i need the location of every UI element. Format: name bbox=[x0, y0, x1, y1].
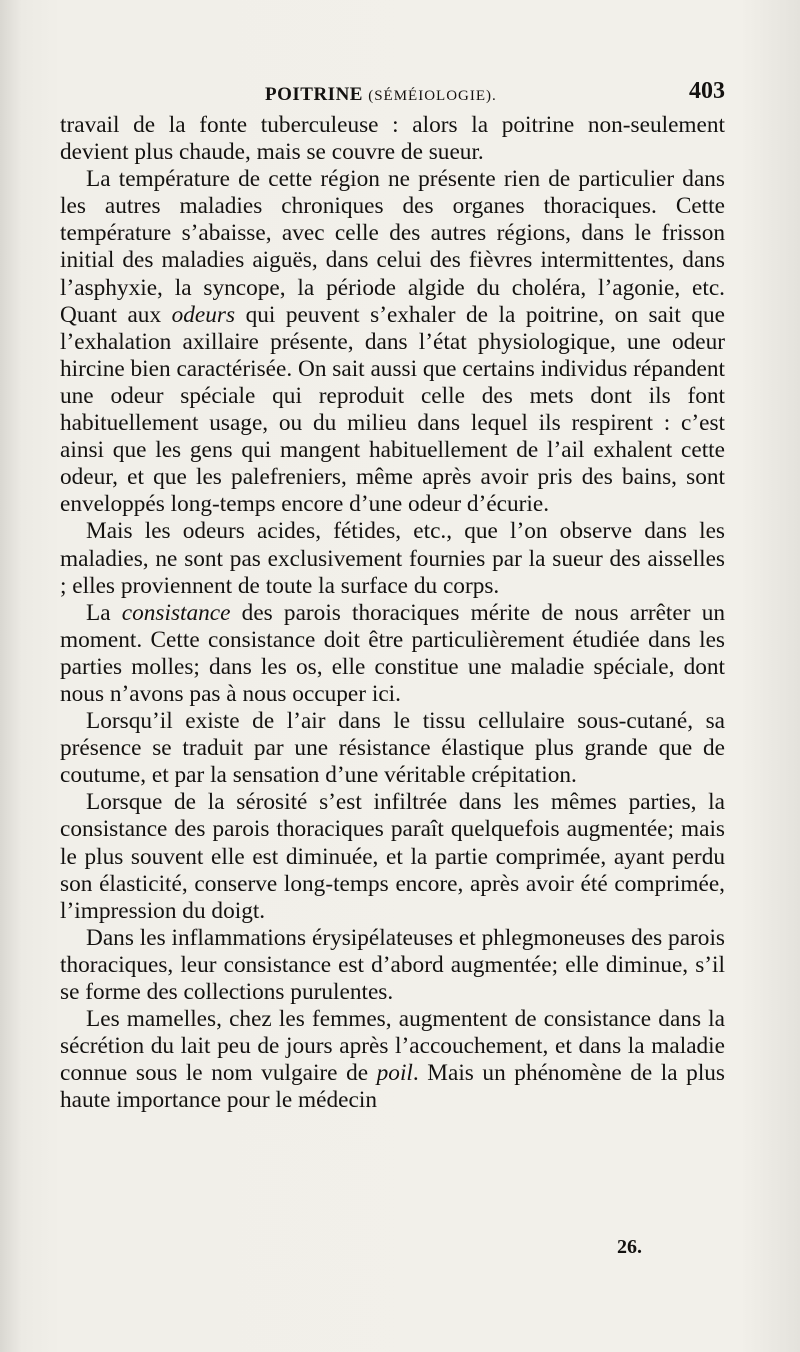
running-title: POITRINE (SÉMÉIOLOGIE). bbox=[265, 84, 497, 105]
running-subtitle: (SÉMÉIOLOGIE). bbox=[368, 88, 497, 104]
italic-term: consistance bbox=[121, 599, 231, 626]
paragraph: travail de la fonte tuberculeuse : alors la poitrine non-seulement devient plus chaude, mais se couvre de sueur. bbox=[60, 112, 725, 166]
paragraph: Les mamelles, chez les femmes, augmentent de consistance dans la sécrétion du lait peu de jours après l’accouchement, et dans la maladie connue sous le nom vulgaire de poil. Mais un phénomène de la plus haute importance pour le médecin bbox=[60, 1006, 726, 1114]
italic-term: poil bbox=[376, 1060, 413, 1087]
body-text bbox=[60, 112, 725, 1114]
paragraph: Dans les inflammations érysipélateuses et phlegmoneuses des parois thoraciques, leur consistance est d’abord augmentée; elle diminue, s’il se forme des collections purulentes. bbox=[60, 924, 725, 1005]
paragraph: La température de cette région ne présente rien de particulier dans les autres maladies chroniques des organes thoraciques. Cette température s’abaisse, avec celle des autres régions, dans le frisson initial des maladies aiguës, dans celui des fièvres intermittentes, dans l’asphyxie, la syncope, la période algide du choléra, l’agonie, etc. Quant aux odeurs qui peuvent s’exhaler de la poitrine, on sait que l’exhalation axillaire présente, dans l’état physiologique, une odeur hircine bien caractérisée. On sait aussi que certains individus répandent une odeur spéciale qui reproduit celle des mets dont ils font habituellement usage, ou du milieu dans lequel ils respirent : c’est ainsi que les gens qui mangent habituellement de l’ail exhalent cette odeur, et que les palefreniers, même après avoir pris des bains, sont enveloppés long-temps encore d’une odeur d’écurie. bbox=[60, 166, 726, 518]
paragraph: Lorsqu’il existe de l’air dans le tissu cellulaire sous-cutané, sa présence se traduit par une résistance élastique plus grande que de coutume, et par la sensation d’une véritable crépitation. bbox=[60, 708, 725, 789]
page-number: 403 bbox=[689, 78, 725, 104]
page-header bbox=[60, 78, 725, 112]
paragraph: Lorsque de la sérosité s’est infiltrée dans les mêmes parties, la consistance des parois thoraciques paraît quelquefois augmentée; mais le plus souvent elle est diminuée, et la partie comprimée, ayant perdu son élasticité, conserve long-temps encore, après avoir été comprimée, l’impression du doigt. bbox=[60, 789, 725, 924]
italic-term: odeurs bbox=[171, 301, 236, 328]
paragraph: La consistance des parois thoraciques mérite de nous arrêter un moment. Cette consistance doit être particulièrement étudiée dans les parties molles; dans les os, elle constitue une maladie spéciale, dont nous n’avons pas à nous occuper ici. bbox=[60, 599, 725, 707]
paragraph: Mais les odeurs acides, fétides, etc., que l’on observe dans les maladies, ne sont pas exclusivement fournies par la sueur des aisselles ; elles proviennent de toute la surface du corps. bbox=[60, 518, 725, 599]
signature-mark: 26. bbox=[617, 1236, 642, 1258]
